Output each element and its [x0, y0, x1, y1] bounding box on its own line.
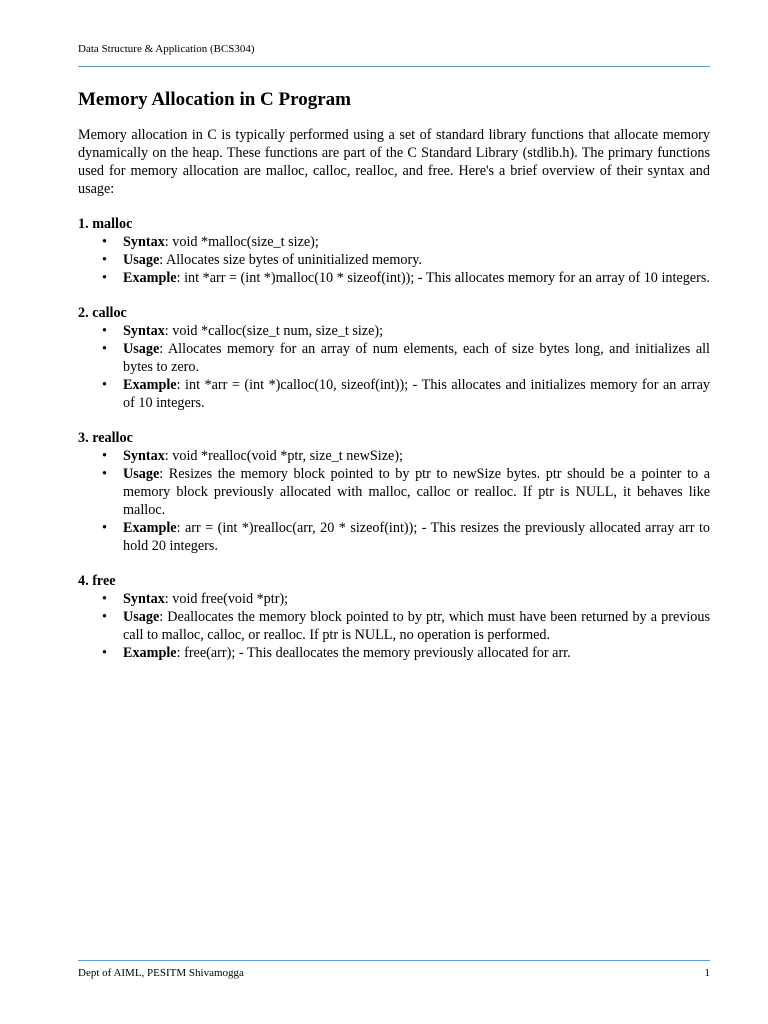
item-text: : Deallocates the memory block pointed to by ptr, which must have been returned by a previous call to malloc, calloc, or realloc. If ptr is NULL, no operation is performed. [123, 609, 710, 643]
section-title: 1. malloc [78, 216, 133, 232]
item-text: : arr = (int *)realloc(arr, 20 * sizeof(int)); - This resizes the previously allocated array arr to hold 20 integers. [123, 520, 710, 554]
list-item [78, 340, 710, 376]
section-realloc [78, 429, 710, 555]
bullet-icon: • [102, 377, 107, 393]
footer-department: Dept of AIML, PESITM Shivamogga [78, 967, 244, 979]
item-text: : Allocates size bytes of uninitialized memory. [159, 252, 422, 268]
page-content [78, 88, 710, 679]
footer-rule [78, 960, 710, 961]
item-text: : void free(void *ptr); [164, 591, 289, 607]
item-text: : void *malloc(size_t size); [164, 234, 319, 250]
list-item [78, 644, 710, 662]
bullet-icon: • [102, 270, 107, 286]
list-item [78, 465, 710, 519]
bullet-icon: • [102, 234, 107, 250]
item-label: Example [123, 520, 177, 536]
item-text: : Allocates memory for an array of num elements, each of size bytes long, and initializes all bytes to zero. [123, 341, 710, 375]
item-label: Usage [123, 341, 160, 357]
bullet-icon: • [102, 466, 107, 482]
list-item [78, 269, 710, 287]
intro-paragraph: Memory allocation in C is typically performed using a set of standard library functions that allocate memory dynamically on the heap. These functions are part of the C Standard Library (stdlib.h). The primary functions used for memory allocation are malloc, calloc, realloc, and free. Here's a brief overview of their syntax and usage: [78, 127, 710, 197]
header-rule [78, 66, 710, 67]
list-item [78, 590, 710, 608]
item-label: Syntax [123, 591, 165, 607]
item-text: : int *arr = (int *)malloc(10 * sizeof(int)); - This allocates memory for an array of 10 integers. [176, 270, 710, 286]
section-title: 3. realloc [78, 430, 133, 446]
item-text: : free(arr); - This deallocates the memory previously allocated for arr. [176, 645, 571, 661]
bullet-list [78, 590, 710, 662]
item-text: : void *calloc(size_t num, size_t size); [164, 323, 384, 339]
section-calloc [78, 304, 710, 412]
bullet-icon: • [102, 591, 107, 607]
running-header: Data Structure & Application (BCS304) [78, 43, 255, 55]
list-item [78, 608, 710, 644]
section-malloc [78, 215, 710, 287]
item-label: Example [123, 645, 177, 661]
item-label: Syntax [123, 234, 165, 250]
bullet-icon: • [102, 645, 107, 661]
item-label: Usage [123, 609, 160, 625]
bullet-list [78, 233, 710, 287]
item-label: Syntax [123, 323, 165, 339]
item-label: Usage [123, 466, 160, 482]
section-free [78, 572, 710, 662]
section-title: 2. calloc [78, 305, 127, 321]
list-item [78, 519, 710, 555]
bullet-icon: • [102, 323, 107, 339]
bullet-list [78, 447, 710, 555]
list-item [78, 233, 710, 251]
section-title: 4. free [78, 573, 116, 589]
page-number: 1 [704, 967, 710, 979]
bullet-icon: • [102, 448, 107, 464]
bullet-icon: • [102, 609, 107, 625]
bullet-icon: • [102, 520, 107, 536]
item-label: Example [123, 270, 177, 286]
list-item [78, 376, 710, 412]
bullet-icon: • [102, 252, 107, 268]
item-label: Usage [123, 252, 160, 268]
item-label: Example [123, 377, 177, 393]
item-text: : void *realloc(void *ptr, size_t newSize); [164, 448, 403, 464]
page-title: Memory Allocation in C Program [78, 89, 351, 110]
list-item [78, 447, 710, 465]
list-item [78, 251, 710, 269]
item-text: : Resizes the memory block pointed to by ptr to newSize bytes. ptr should be a pointer to a memory block previously allocated with malloc, calloc or realloc. If ptr is NULL, it behaves like malloc. [123, 466, 710, 518]
item-label: Syntax [123, 448, 165, 464]
bullet-list [78, 322, 710, 412]
list-item [78, 322, 710, 340]
item-text: : int *arr = (int *)calloc(10, sizeof(int)); - This allocates and initializes memory for an array of 10 integers. [123, 377, 710, 411]
bullet-icon: • [102, 341, 107, 357]
